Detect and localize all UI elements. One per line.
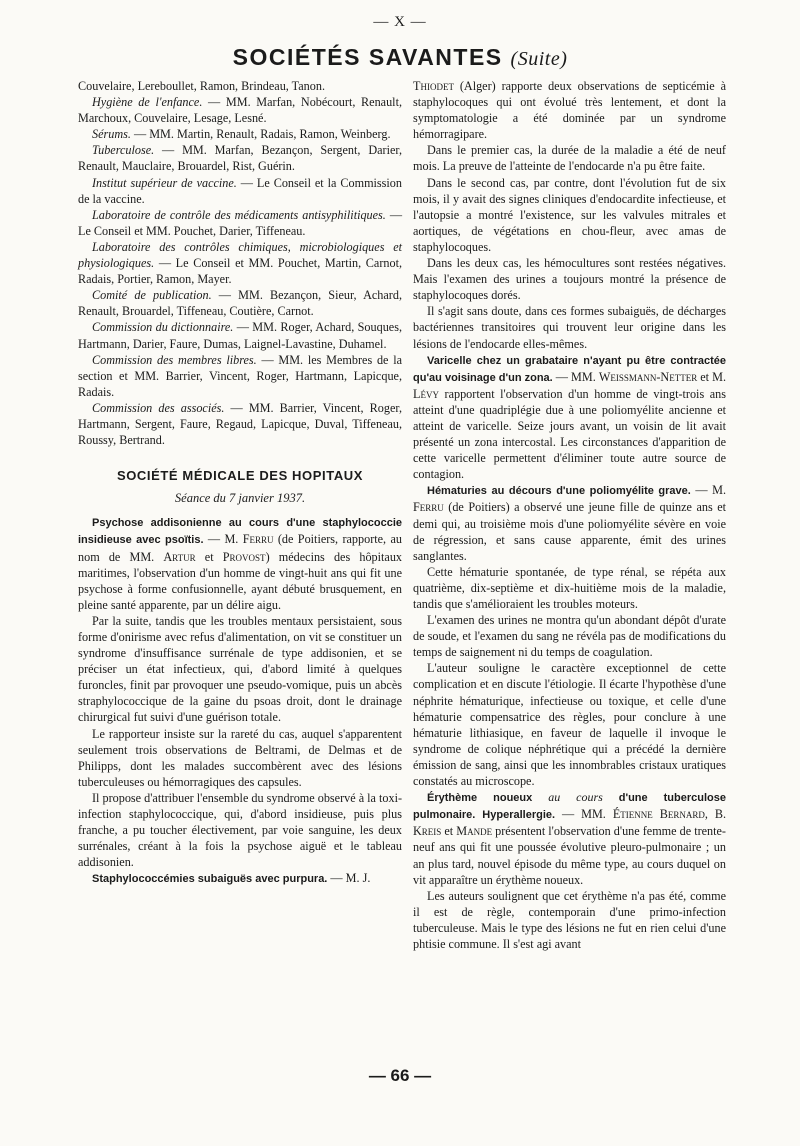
paragraph: Sérums. — MM. Martin, Renault, Radais, Ramon, Weinberg. <box>92 127 391 142</box>
paragraph: Le rapporteur insiste sur la rareté du cas, auquel s'apparentent seulement trois observations de Beltrami, de Delmas et de Philipps, dont les malades succombèrent avec des lésions tuberculeuses ou hémorragiques des capsules. <box>78 726 402 789</box>
article-paragraph: Varicelle chez un grabataire n'ayant pu être contractée qu'au voisinage d'un zona. — MM. Weissmann-Netter et M. Lévy rapportent l'observation d'un homme de vingt-trois ans atteint d'une quadriplégie due à une poliomyélite ancienne et atteint de varicelle. Seize jours avant, un voisin de lit avait présenté un zona intercostal. Les circonstances d'apparition de cette varicelle permettent d'éliminer toute autre source de contagion. <box>413 354 726 482</box>
page-number: — 66 — <box>368 1066 432 1085</box>
title-text: SOCIÉTÉS SAVANTES <box>232 44 503 70</box>
paragraph: Les auteurs soulignent que cet érythème n'a pas été, comme il est de règle, contemporain d'une primo-infection tuberculeuse. Mais le type des lésions ne fut en rien celui d'une phtisie commune. Il s'est agi avant <box>413 888 726 951</box>
paragraph: Institut supérieur de vaccine. — Le Conseil et la Commission de la vaccine. <box>78 175 402 206</box>
article-paragraph: Staphylococcémies subaiguës avec purpura. — M. J. <box>92 871 371 886</box>
paragraph: Commission du dictionnaire. — MM. Roger, Achard, Souques, Hartmann, Darier, Faure, Dumas, Laignel-Lavastine, Duhamel. <box>78 320 402 351</box>
page-title <box>0 44 800 71</box>
right-column <box>413 78 726 952</box>
section-title: SOCIÉTÉ MÉDICALE DES HOPITAUX <box>116 468 364 484</box>
article-paragraph: Érythème noueux au cours d'une tuberculose pulmonaire. Hyperallergie. — MM. Étienne Bernard, B. Kreis et Mande présentent l'observation d'une femme de trente-neuf ans qui fit une poussée évolutive pleuro-pulmonaire ; un an plus tard, nouvel épisode du même type, au cours duquel on vit apparaître un érythème noueux. <box>413 790 726 887</box>
paragraph: Commission des membres libres. — MM. les Membres de la section et MM. Barrier, Vincent, Roger, Hartmann, Lapicque, Radais. <box>78 352 402 399</box>
paragraph: Par la suite, tandis que les troubles mentaux persistaient, sous forme d'onirisme avec refus d'alimentation, on vit se constituer un syndrome d'insuffisance surrénale de type addisonien, et se préciser un état infectieux, qui, d'abord limité à quelques furoncles, finit par provoquer une pseudo-vomique, puis un abcès straphylococcique de la gaine du psoas droit, dont le drainage chirurgical fut suivi d'une guérison totale. <box>78 613 402 725</box>
article-paragraph: Hématuries au décours d'une poliomyélite grave. — M. Ferru (de Poitiers) a observé une jeune fille de quinze ans et demi qui, au troisième mois d'une poliomyélite sévère en voie de régression, et sans cause apparente, émit des urines sanglantes. <box>413 483 726 563</box>
paragraph: Laboratoire de contrôle des médicaments antisyphilitiques. — Le Conseil et MM. Pouchet, Darier, Tiffeneau. <box>78 207 403 238</box>
paragraph: Laboratoire des contrôles chimiques, microbiologiques et physiologiques. — Le Conseil et MM. Pouchet, Martin, Carnot, Radais, Portier, Ramon, Mayer. <box>78 239 402 287</box>
paragraph: Thiodet (Alger) rapporte deux observations de septicémie à staphylocoques qui ont évolué très lentement, et dont la symptomatologie a été dominée par un syndrome hémorragipare. <box>413 79 726 142</box>
paragraph: Dans le second cas, par contre, dont l'évolution fut de six mois, il y avait des signes cliniques d'endocardite infectieuse, et l'autopsie a montré l'existence, sur les valvules mitrales et aortiques, de végétations en chou-fleur, avec amas de staphylocoques. <box>413 175 726 254</box>
paragraph: Il s'agit sans doute, dans ces formes subaiguës, de décharges bactériennes transitoires qui trouvent leur origine dans les lésions de l'endocarde elles-mêmes. <box>413 304 726 351</box>
paragraph: L'examen des urines ne montra qu'un abondant dépôt d'urate de soude, et l'examen du sang ne révéla pas de modifications du temps de saignement ni du temps de coagulation. <box>413 613 726 660</box>
paragraph: Couvelaire, Lereboullet, Ramon, Brindeau, Tanon. <box>78 79 326 93</box>
paragraph: Dans les deux cas, les hémocultures sont restées négatives. Mais l'examen des urines a toujours montré la présence de staphylocoques dorés. <box>413 256 726 303</box>
article-paragraph: Psychose addisonienne au cours d'une staphylococcie insidieuse avec psoïtis. — M. Ferru (de Poitiers, rapporte, au nom de MM. Artur et Provost) médecins des hôpitaux maritimes, l'observation d'un homme de vingt-huit ans qui fit une psychose à forme confusionnelle, ayant débuté brusquement, en pleine santé apparente, par un délire aigu. <box>78 517 403 612</box>
paragraph: Cette hématurie spontanée, de type rénal, se répéta aux quatrième, dix-septième et dix-huitième mois de la maladie, tandis que s'amélioraient les troubles moteurs. <box>413 564 726 611</box>
paragraph: L'auteur souligne le caractère exceptionnel de cette complication et en discute l'étiologie. Il écarte l'hypothèse d'une néphrite hématurique, infectieuse ou toxique, et celle d'une hématurie compensatrice des règles, pour conclure à une hématurie lithiasique, en faveur de laquelle il invoque le syndrome de colique néphrétique qui a précédé la dernière émission de sang, ainsi que les innombrables cristaux uratiques constatés au microscope. <box>413 661 726 789</box>
page-roman-numeral: — X — <box>373 14 427 30</box>
paragraph: Dans le premier cas, la durée de la maladie a été de neuf mois. La preuve de l'atteinte de l'endocarde n'a pu être faite. <box>413 143 726 174</box>
section-date: Séance du 7 janvier 1937. <box>174 491 306 506</box>
paragraph: Comité de publication. — MM. Bezançon, Sieur, Achard, Renault, Brouardel, Tiffeneau, Coutière, Carnot. <box>78 288 402 319</box>
left-column <box>78 78 402 888</box>
title-suite: (Suite) <box>510 48 568 70</box>
paragraph: Il propose d'attribuer l'ensemble du syndrome observé à la toxi-infection staphylococcique, qui, d'abord insidieuse, puis plus franche, a pu toucher électivement, par voie sanguine, les deux surrénales, créant à la fois la psychose aiguë et le tableau addisonien. <box>78 790 403 870</box>
paragraph: Tuberculose. — MM. Marfan, Bezançon, Sergent, Darier, Renault, Mauclaire, Brouardel, Rist, Guérin. <box>78 143 402 174</box>
paragraph: Hygiène de l'enfance. — MM. Marfan, Nobécourt, Renault, Marchoux, Couvelaire, Lesage, Lesné. <box>78 95 403 126</box>
paragraph: Commission des associés. — MM. Barrier, Vincent, Roger, Hartmann, Sergent, Faure, Regaud, Lapicque, Duval, Tiffeneau, Roussy, Bertrand. <box>78 400 402 448</box>
